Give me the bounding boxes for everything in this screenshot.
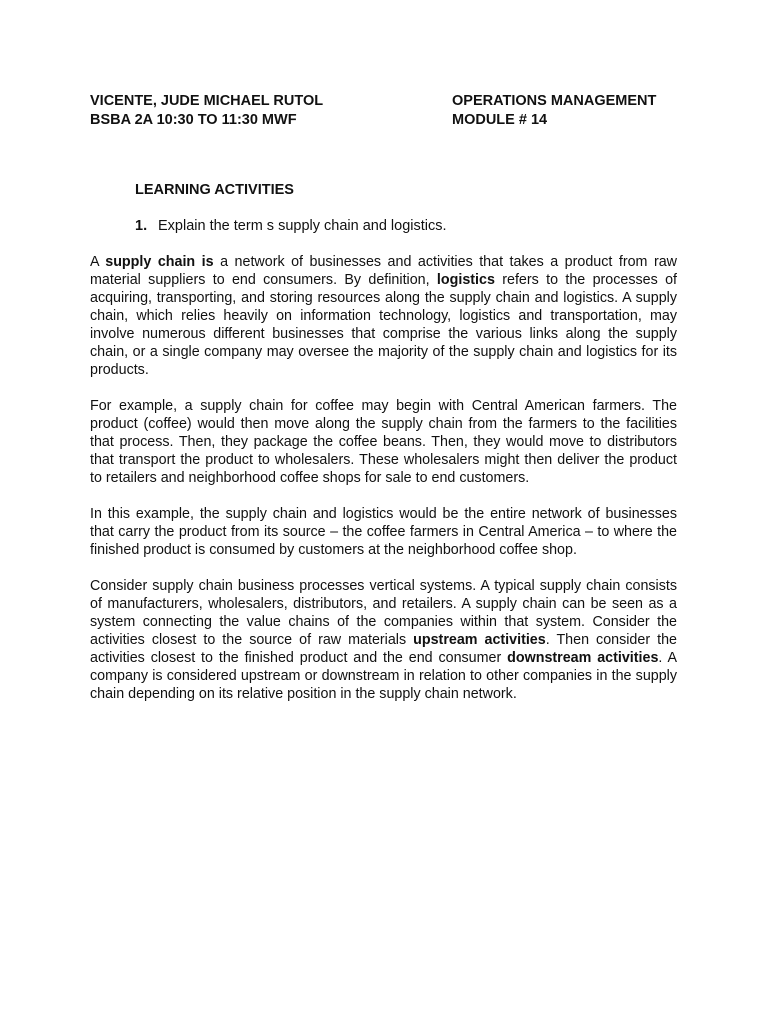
question-item — [135, 217, 447, 236]
paragraph-definition — [90, 253, 677, 379]
paragraph-network: In this example, the supply chain and logistics would be the entire network of businesses that carry the product from its source – the coffee farmers in Central America – to where the finished product is consumed by customers at the neighborhood coffee shop. — [90, 506, 677, 558]
paragraph-text: . Then consider the activities closest to the finished product and the end consumer — [90, 632, 677, 666]
course-info — [452, 92, 712, 130]
question-number: 1. — [135, 218, 148, 234]
paragraph-example: For example, a supply chain for coffee may begin with Central American farmers. The product (coffee) would then move along the supply chain from the farmers to the facilities that process. Then, they package the coffee beans. Then, they would move to distributors that transport the product to wholesalers. These wholesalers might then deliver the product to retailers and neighborhood coffee shops for sale to end customers. — [90, 398, 677, 486]
class-schedule: BSBA 2A 10:30 TO 11:30 MWF — [90, 112, 297, 128]
section-title: LEARNING ACTIVITIES — [135, 182, 294, 198]
paragraph-text: A — [90, 254, 106, 270]
student-name: VICENTE, JUDE MICHAEL RUTOL — [90, 93, 324, 109]
paragraph-text: a network of businesses and activities that takes a product from raw material suppliers to end consumers. By definition, — [90, 254, 677, 288]
term-upstream: upstream activities — [413, 632, 546, 648]
paragraph-vertical-systems — [90, 577, 677, 703]
answer-body — [90, 253, 677, 721]
paragraph-text: Consider supply chain business processes vertical systems. A typical supply chain consists of manufacturers, wholesalers, distributors, and retailers. A supply chain can be seen as a system connecting the value chains of the companies within that system. Consider the activities closest to the source of raw materials — [90, 578, 677, 648]
term-logistics: logistics — [436, 272, 495, 288]
paragraph-text: . A company is considered upstream or downstream in relation to other companies in the supply chain depending on its relative position in the supply chain network. — [90, 650, 677, 702]
term-supply-chain: supply chain is — [105, 254, 214, 270]
module-number: MODULE # 14 — [452, 112, 548, 128]
paragraph-text: refers to the processes of acquiring, transporting, and storing resources along the supply chain and logistics. A supply chain, which relies heavily on information technology, logistics and transportation, may involve numerous different businesses that comprise the various links along the supply chain, or a single company may oversee the majority of the supply chain and logistics for its products. — [90, 272, 677, 378]
student-info — [90, 92, 420, 130]
term-downstream: downstream activities — [507, 650, 659, 666]
question-text: Explain the term s supply chain and logistics. — [158, 218, 447, 234]
subject-title: OPERATIONS MANAGEMENT — [452, 93, 657, 109]
